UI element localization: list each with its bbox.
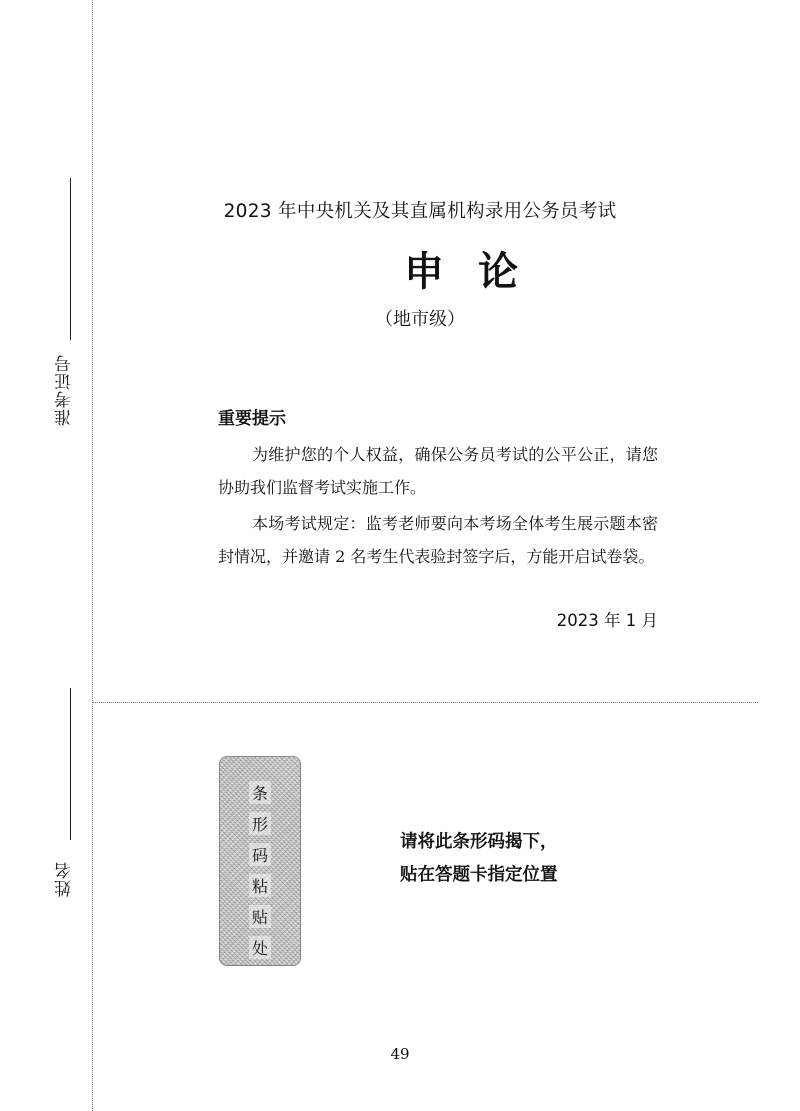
- exam-level: （地市级）: [375, 309, 465, 330]
- subject-title: 申论: [404, 248, 552, 295]
- admission-number-line: [70, 178, 71, 340]
- name-label: 姓名: [55, 861, 75, 897]
- exam-title: 2023 年中央机关及其直属机构录用公务员考试: [223, 201, 617, 222]
- name-line: [70, 688, 71, 840]
- barcode-char: 贴: [249, 905, 271, 928]
- barcode-char: 条: [249, 781, 271, 804]
- barcode-char: 处: [249, 936, 271, 959]
- barcode-instruction-line1: 请将此条形码揭下，: [400, 832, 558, 852]
- barcode-char: 码: [249, 843, 271, 866]
- page-number: 49: [390, 1045, 410, 1063]
- barcode-sticker[interactable]: [219, 756, 301, 966]
- barcode-char: 形: [249, 812, 271, 835]
- barcode-char: 粘: [249, 874, 271, 897]
- cut-line: [92, 702, 758, 703]
- notice-paragraph: 本场考试规定：监考老师要向本考场全体考生展示题本密封情况，并邀请 2 名考生代表验封签字后，方能开启试卷袋。: [218, 514, 658, 566]
- admission-number-label: 准考证号: [55, 354, 75, 426]
- notice-date: 2023 年 1 月: [556, 611, 658, 630]
- notice-paragraph: 为维护您的个人权益，确保公务员考试的公平公正，请您协助我们监督考试实施工作。: [218, 445, 658, 497]
- barcode-label: [246, 781, 274, 959]
- barcode-instruction-line2: 贴在答题卡指定位置: [400, 865, 558, 885]
- notice-title: 重要提示: [218, 409, 286, 429]
- binding-margin-line: [92, 0, 93, 1111]
